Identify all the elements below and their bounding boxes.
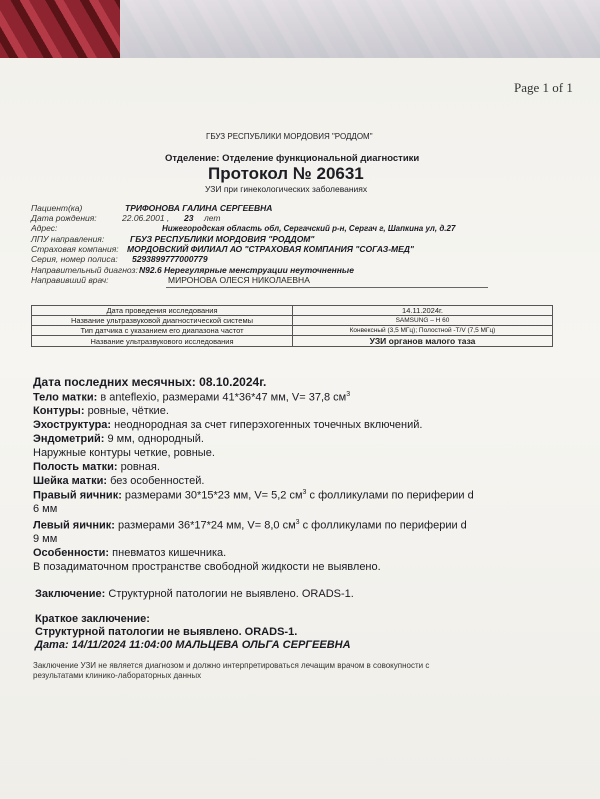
doctor-underline xyxy=(166,287,488,288)
table-cell-value: Конвексный (3,5 МГц); Полостной -T/V (7,5 МГц) xyxy=(293,326,553,336)
left-ovary-d: 9 мм xyxy=(33,533,58,545)
insurer: МОРДОВСКИЙ ФИЛИАЛ АО "СТРАХОВАЯ КОМПАНИЯ "СОГАЗ-МЕД" xyxy=(127,244,414,254)
age: 23 xyxy=(184,213,194,223)
table-cell-value: УЗИ органов малого таза xyxy=(293,336,553,347)
left-ovary-tail: с фолликулами по периферии d xyxy=(302,519,467,532)
dob: 22.06.2001 , xyxy=(122,213,170,223)
right-ovary-line xyxy=(33,489,474,502)
conclusion-line xyxy=(35,588,354,600)
contours-line xyxy=(33,405,169,417)
conclusion-text: Структурной патологии не выявлено. ORADS-1. xyxy=(108,588,354,600)
policy-label: Серия, номер полиса: xyxy=(31,254,118,264)
table-cell-value: SAMSUNG – H 60 xyxy=(293,316,553,326)
contours-text: ровные, чёткие. xyxy=(87,405,169,417)
patient-name: ТРИФОНОВА ГАЛИНА СЕРГЕЕВНА xyxy=(125,203,273,213)
features-label: Особенности: xyxy=(33,547,110,559)
org-name: ГБУЗ РЕСПУБЛИКИ МОРДОВИЯ "РОДДОМ" xyxy=(206,132,373,141)
dob-label: Дата рождения: xyxy=(31,213,97,223)
age-unit: лет xyxy=(204,213,221,223)
page-title: Протокол № 20631 xyxy=(208,164,364,183)
uterus-sup: 3 xyxy=(346,391,351,398)
lmp-label: Дата последних месячных: xyxy=(33,375,196,389)
department: Отделение: Отделение функциональной диагностики xyxy=(165,153,420,164)
conclusion-label: Заключение: xyxy=(35,588,106,600)
subtitle: УЗИ при гинекологических заболеваниях xyxy=(205,184,368,194)
left-ovary-label: Левый яичник: xyxy=(33,519,115,532)
study-info-table xyxy=(31,305,553,347)
endo-text: 9 мм, однородный. xyxy=(107,433,204,445)
table-cell-key: Название ультразвуковой диагностической системы xyxy=(32,316,293,326)
table-row xyxy=(32,326,553,336)
document-page xyxy=(0,58,600,799)
table-cell-value: 14.11.2024г. xyxy=(293,306,553,316)
table-cell-key: Название ультразвукового исследования xyxy=(32,336,293,347)
outer-contours: Наружные контуры четкие, ровные. xyxy=(33,447,215,459)
policy: 5293899777000779 xyxy=(132,254,208,264)
short-conclusion-text: Структурной патологии не выявлено. ORADS-1. xyxy=(35,626,298,638)
cavity-text: ровная. xyxy=(120,461,160,473)
lmp-line xyxy=(33,375,266,389)
signature-date-line: Дата: 14/11/2024 11:04:00 МАЛЬЦЕВА ОЛЬГА СЕРГЕЕВНА xyxy=(35,639,351,651)
contours-label: Контуры: xyxy=(33,405,85,417)
right-ovary-tail: с фолликулами по периферии d xyxy=(309,489,474,502)
echo-label: Эхоструктура: xyxy=(33,419,112,431)
table-row xyxy=(32,306,553,316)
uterus-line xyxy=(33,391,350,404)
lpu: ГБУЗ РЕСПУБЛИКИ МОРДОВИЯ "РОДДОМ" xyxy=(130,234,315,244)
patient-name-label: Пациент(ка) xyxy=(31,203,83,213)
uterus-label: Тело матки: xyxy=(33,391,98,404)
right-ovary-sup: 3 xyxy=(302,489,307,496)
cervix-label: Шейка матки: xyxy=(33,475,108,487)
address-label: Адрес: xyxy=(31,223,58,233)
features-text: пневматоз кишечника. xyxy=(112,547,227,559)
right-ovary-label: Правый яичник: xyxy=(33,489,122,502)
disclaimer-line-2: результатами клинико-лабораторных данных xyxy=(33,671,202,680)
short-conclusion-label: Краткое заключение: xyxy=(35,613,150,625)
plastic-sleeve xyxy=(120,0,600,60)
endo-label: Эндометрий: xyxy=(33,433,105,445)
page-number: Page 1 of 1 xyxy=(514,80,573,95)
cavity-label: Полость матки: xyxy=(33,461,118,473)
uterus-text: в anteflexio, размерами 41*36*47 мм, V= 37,8 см xyxy=(100,391,347,404)
features-line xyxy=(33,547,226,559)
diagnosis: N92.6 Нерегулярные менструации неуточненные xyxy=(139,265,354,275)
left-ovary-sup: 3 xyxy=(295,519,300,526)
right-ovary-text: размерами 30*15*23 мм, V= 5,2 см xyxy=(124,489,303,502)
retro-line: В позадиматочном пространстве свободной жидкости не выявлено. xyxy=(33,561,381,573)
lmp-date: 08.10.2024г. xyxy=(199,375,267,389)
address: Нижегородская область обл, Сергачский р-н, Сергач г, Шапкина ул, д.27 xyxy=(162,224,456,233)
insurer-label: Страховая компания: xyxy=(31,244,119,254)
table-row xyxy=(32,316,553,326)
table-cell-key: Тип датчика с указанием его диапазона частот xyxy=(32,326,293,336)
echo-line xyxy=(33,419,422,431)
echo-text: неоднородная за счет гиперэхогенных точечных включений. xyxy=(114,419,423,431)
diagnosis-label: Направительный диагноз: xyxy=(31,265,138,275)
disclaimer-line-1: Заключение УЗИ не является диагнозом и должно интерпретироваться лечащим врачом в совокупности с xyxy=(33,661,430,670)
doctor-label: Направивший врач: xyxy=(31,275,109,285)
cervix-line xyxy=(33,475,204,487)
cervix-text: без особенностей. xyxy=(110,475,205,487)
right-ovary-d: 6 мм xyxy=(33,503,58,515)
table-cell-key: Дата проведения исследования xyxy=(32,306,293,316)
table-row xyxy=(32,336,553,347)
lpu-label: ЛПУ направления: xyxy=(31,234,105,244)
endometrium-line xyxy=(33,433,204,445)
left-ovary-text: размерами 36*17*24 мм, V= 8,0 см xyxy=(118,519,296,532)
left-ovary-line xyxy=(33,519,467,532)
referring-doctor: МИРОНОВА ОЛЕСЯ НИКОЛАЕВНА xyxy=(168,275,310,285)
cavity-line xyxy=(33,461,160,473)
